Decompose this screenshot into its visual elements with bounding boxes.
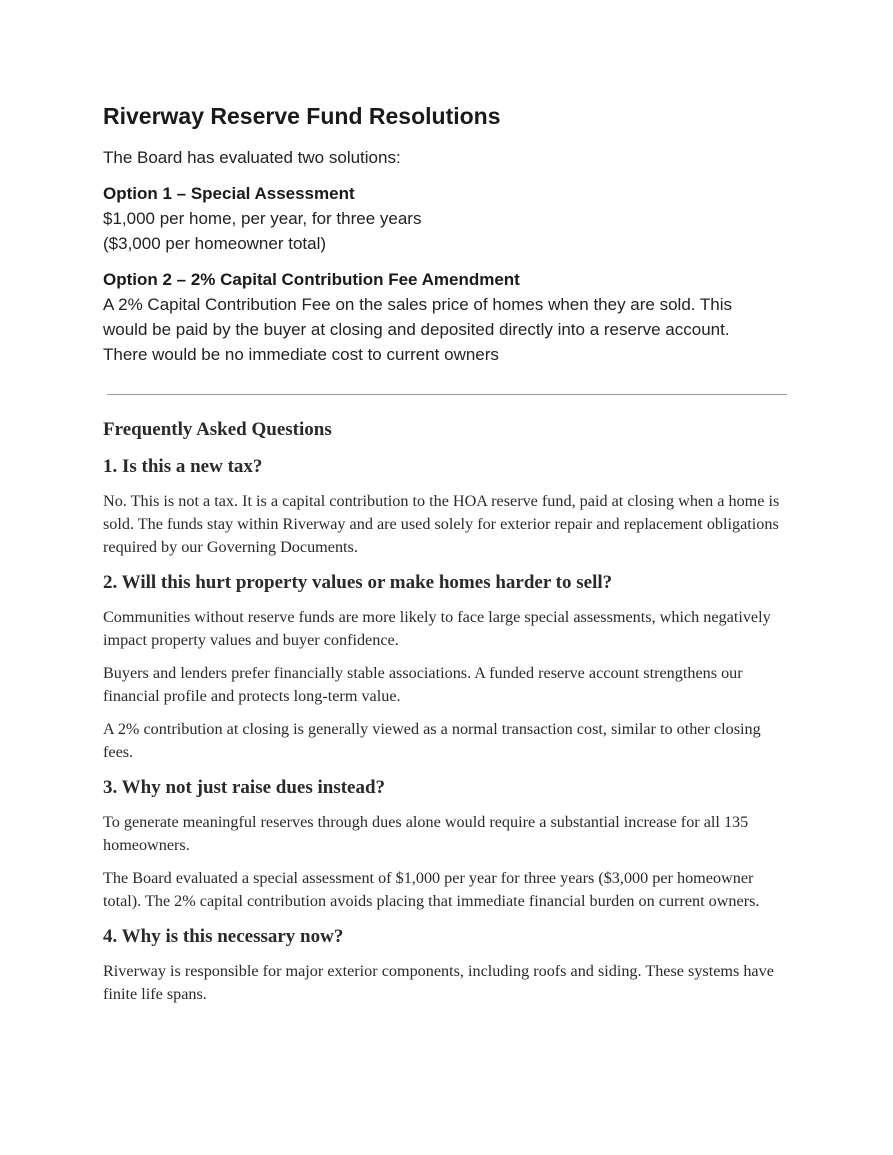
- option-2-heading: Option 2 – 2% Capital Contribution Fee Amendment: [103, 270, 520, 289]
- faq-answer: No. This is not a tax. It is a capital contribution to the HOA reserve fund, paid at closing when a home is sold. The funds stay within Riverway and are used solely for exterior repair and replacement obligations required by our Governing Documents.: [103, 492, 780, 556]
- faq-item-4: [103, 924, 793, 1006]
- faq-question: 4. Why is this necessary now?: [103, 926, 344, 947]
- faq-question: 1. Is this a new tax?: [103, 456, 263, 477]
- option-1-heading: Option 1 – Special Assessment: [103, 184, 355, 203]
- faq-item-2: [103, 570, 793, 764]
- faq-question: 3. Why not just raise dues instead?: [103, 777, 386, 798]
- option-2-line: would be paid by the buyer at closing and deposited directly into a reserve account.: [103, 320, 730, 339]
- intro-text: The Board has evaluated two solutions:: [103, 148, 401, 167]
- option-2-line: There would be no immediate cost to current owners: [103, 345, 499, 364]
- faq-answer: To generate meaningful reserves through dues alone would require a substantial increase for all 135 homeowners.: [103, 813, 749, 854]
- faq-title: Frequently Asked Questions: [103, 419, 332, 440]
- option-1: [103, 181, 793, 256]
- option-1-line: $1,000 per home, per year, for three years: [103, 209, 422, 228]
- faq-item-1: [103, 454, 793, 559]
- faq-answer: A 2% contribution at closing is generally viewed as a normal transaction cost, similar to other closing fees.: [103, 720, 761, 761]
- section-divider: [107, 394, 787, 395]
- document-title: Riverway Reserve Fund Resolutions: [103, 103, 501, 129]
- faq-answer: Riverway is responsible for major exterior components, including roofs and siding. These systems have finite life spans.: [103, 962, 774, 1003]
- faq-question: 2. Will this hurt property values or make homes harder to sell?: [103, 572, 613, 593]
- document-page: [103, 100, 793, 1006]
- faq-answer: The Board evaluated a special assessment of $1,000 per year for three years ($3,000 per homeowner total). The 2% capital contribution avoids placing that immediate financial burden on current owners.: [103, 869, 760, 910]
- faq-item-3: [103, 775, 793, 913]
- option-2-line: A 2% Capital Contribution Fee on the sales price of homes when they are sold. This: [103, 295, 733, 314]
- faq-answer: Communities without reserve funds are more likely to face large special assessments, which negatively impact property values and buyer confidence.: [103, 608, 771, 649]
- faq-answer: Buyers and lenders prefer financially stable associations. A funded reserve account strengthens our financial profile and protects long-term value.: [103, 664, 743, 705]
- option-2: [103, 267, 793, 367]
- option-1-line: ($3,000 per homeowner total): [103, 234, 327, 253]
